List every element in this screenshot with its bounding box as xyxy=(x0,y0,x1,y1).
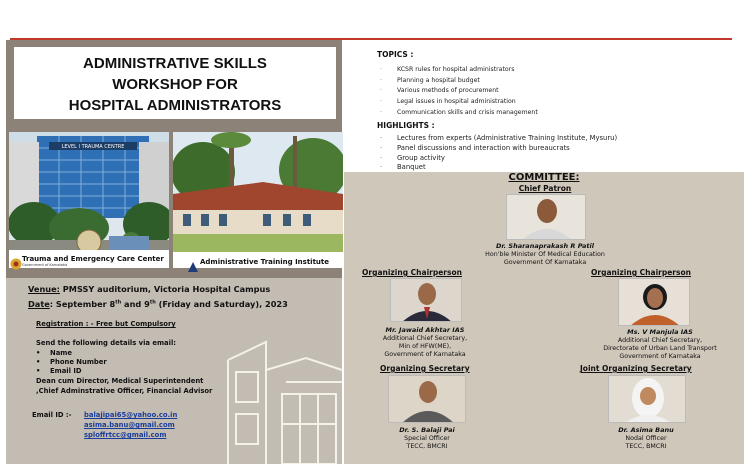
highlight-item: · Group activity xyxy=(380,154,445,162)
trauma-center-caption: Trauma and Emergency Care Center xyxy=(22,255,164,263)
chief-patron-title: Hon'ble Minister Of Medical Education Government Of Karnataka xyxy=(485,251,605,266)
detail-item-name: • Name xyxy=(36,349,72,357)
bullet-icon: · xyxy=(380,66,382,73)
chair1-photo xyxy=(390,278,462,322)
secretary-photo xyxy=(388,375,466,423)
topic-item: · Communication skills and crisis management xyxy=(380,109,538,116)
chair2-photo xyxy=(618,278,690,326)
workshop-title xyxy=(14,47,336,119)
topic-item: · Planning a hospital budget xyxy=(380,77,480,84)
date-part-1: : September 8 xyxy=(49,299,116,309)
highlight-item: · Lectures from experts (Administrative Training Institute, Mysuru) xyxy=(380,134,618,142)
building-sign: LEVEL I TRAUMA CENTRE xyxy=(61,144,125,150)
building-illustration xyxy=(226,340,344,464)
chair1-name: Mr. Jawaid Akhtar IAS xyxy=(385,326,465,334)
chair2-role: Organizing Chairperson xyxy=(591,268,691,277)
chief-patron-name: Dr. Sharanaprakash R Patil xyxy=(496,242,594,250)
joint-secretary-photo xyxy=(608,375,686,423)
bullet-icon: · xyxy=(380,154,383,162)
email-link-balaji[interactable]: balajipai65@yahoo.co.in xyxy=(84,411,178,419)
bullet-icon: · xyxy=(380,87,382,94)
secretary-title: Special Officer TECC, BMCRI xyxy=(404,435,450,450)
chair1-title: Additional Chief Secretary, Min of HFW(ME), Government of Karnataka xyxy=(382,335,468,358)
topic-item: · Various methods of procurement xyxy=(380,87,499,94)
bullet-icon: · xyxy=(380,134,383,142)
topic-item: · KCSR rules for hospital administrators xyxy=(380,66,515,73)
highlights-heading: HIGHLIGHTS : xyxy=(377,121,435,130)
training-institute-photo xyxy=(173,132,343,268)
title-line-3: HOSPITAL ADMINISTRATORS xyxy=(68,97,282,114)
bullet-icon: • xyxy=(36,367,41,375)
recipient-list: Dean cum Director, Medical Superintendent ,Chief Adminstrative Officer, Financial Advisor xyxy=(36,377,213,395)
registration-note: Registration : - Free but Compulsory xyxy=(36,320,176,328)
date-sup-2: th xyxy=(149,299,156,306)
joint-secretary-title: Nodal Officer TECC, BMCRI xyxy=(625,435,667,450)
date-label: Date xyxy=(28,299,50,309)
email-link-sploff[interactable]: sploffrtcc@gmail.com xyxy=(84,431,167,439)
email-link-asima[interactable]: asima.banu@gmail.com xyxy=(84,421,175,429)
chair1-role: Organizing Chairperson xyxy=(362,268,462,277)
bullet-icon: · xyxy=(380,109,382,116)
title-line-1: ADMINISTRATIVE SKILLS xyxy=(83,55,267,72)
chief-patron-photo xyxy=(506,194,586,240)
date-sup-1: th xyxy=(115,299,122,306)
bullet-icon: · xyxy=(380,77,382,84)
venue-label: Venue: xyxy=(28,284,60,294)
bullet-icon: · xyxy=(380,98,382,105)
chair2-name: Ms. V Manjula IAS xyxy=(627,328,693,336)
chief-patron-role: Chief Patron xyxy=(518,184,572,193)
highlight-item: · Panel discussions and interaction with bureaucrats xyxy=(380,144,570,152)
trauma-center-subcaption: Government of Karnataka xyxy=(22,263,68,267)
bullet-icon: · xyxy=(380,163,383,171)
email-label: Email ID :- xyxy=(32,411,72,419)
karnataka-emblem-icon xyxy=(10,255,22,267)
venue-line xyxy=(28,284,270,294)
bullet-icon: · xyxy=(380,144,383,152)
date-part-3: (Friday and Saturday), 2023 xyxy=(155,299,288,309)
bullet-icon: • xyxy=(36,358,41,366)
detail-item-email: • Email ID xyxy=(36,367,82,375)
committee-heading: COMMITTEE: xyxy=(508,172,580,183)
highlight-item: · Banquet xyxy=(380,163,426,171)
title-line-2: WORKSHOP FOR xyxy=(112,76,238,93)
venue-value: PMSSY auditorium, Victoria Hospital Campus xyxy=(62,284,271,294)
bullet-icon: • xyxy=(36,349,41,357)
date-part-2: and 9 xyxy=(121,299,150,309)
date-line xyxy=(28,299,288,309)
chair2-title: Additional Chief Secretary, Directorate of Urban Land Transport Government of Karnataka xyxy=(603,337,717,360)
topic-item: · Legal issues in hospital administration xyxy=(380,98,516,105)
trauma-center-photo xyxy=(9,132,169,268)
joint-secretary-name: Dr. Asima Banu xyxy=(618,426,674,434)
detail-item-phone: • Phone Number xyxy=(36,358,107,366)
secretary-name: Dr. S. Balaji Pai xyxy=(399,426,455,434)
secretary-role: Organizing Secretary xyxy=(380,364,470,373)
joint-secretary-role: Joint Organizing Secretary xyxy=(580,364,692,373)
send-details-instruction: Send the following details via email: xyxy=(36,339,177,347)
topics-heading: TOPICS : xyxy=(377,50,414,59)
ati-logo-icon xyxy=(188,257,198,267)
training-institute-caption: Administrative Training Institute xyxy=(200,258,330,266)
